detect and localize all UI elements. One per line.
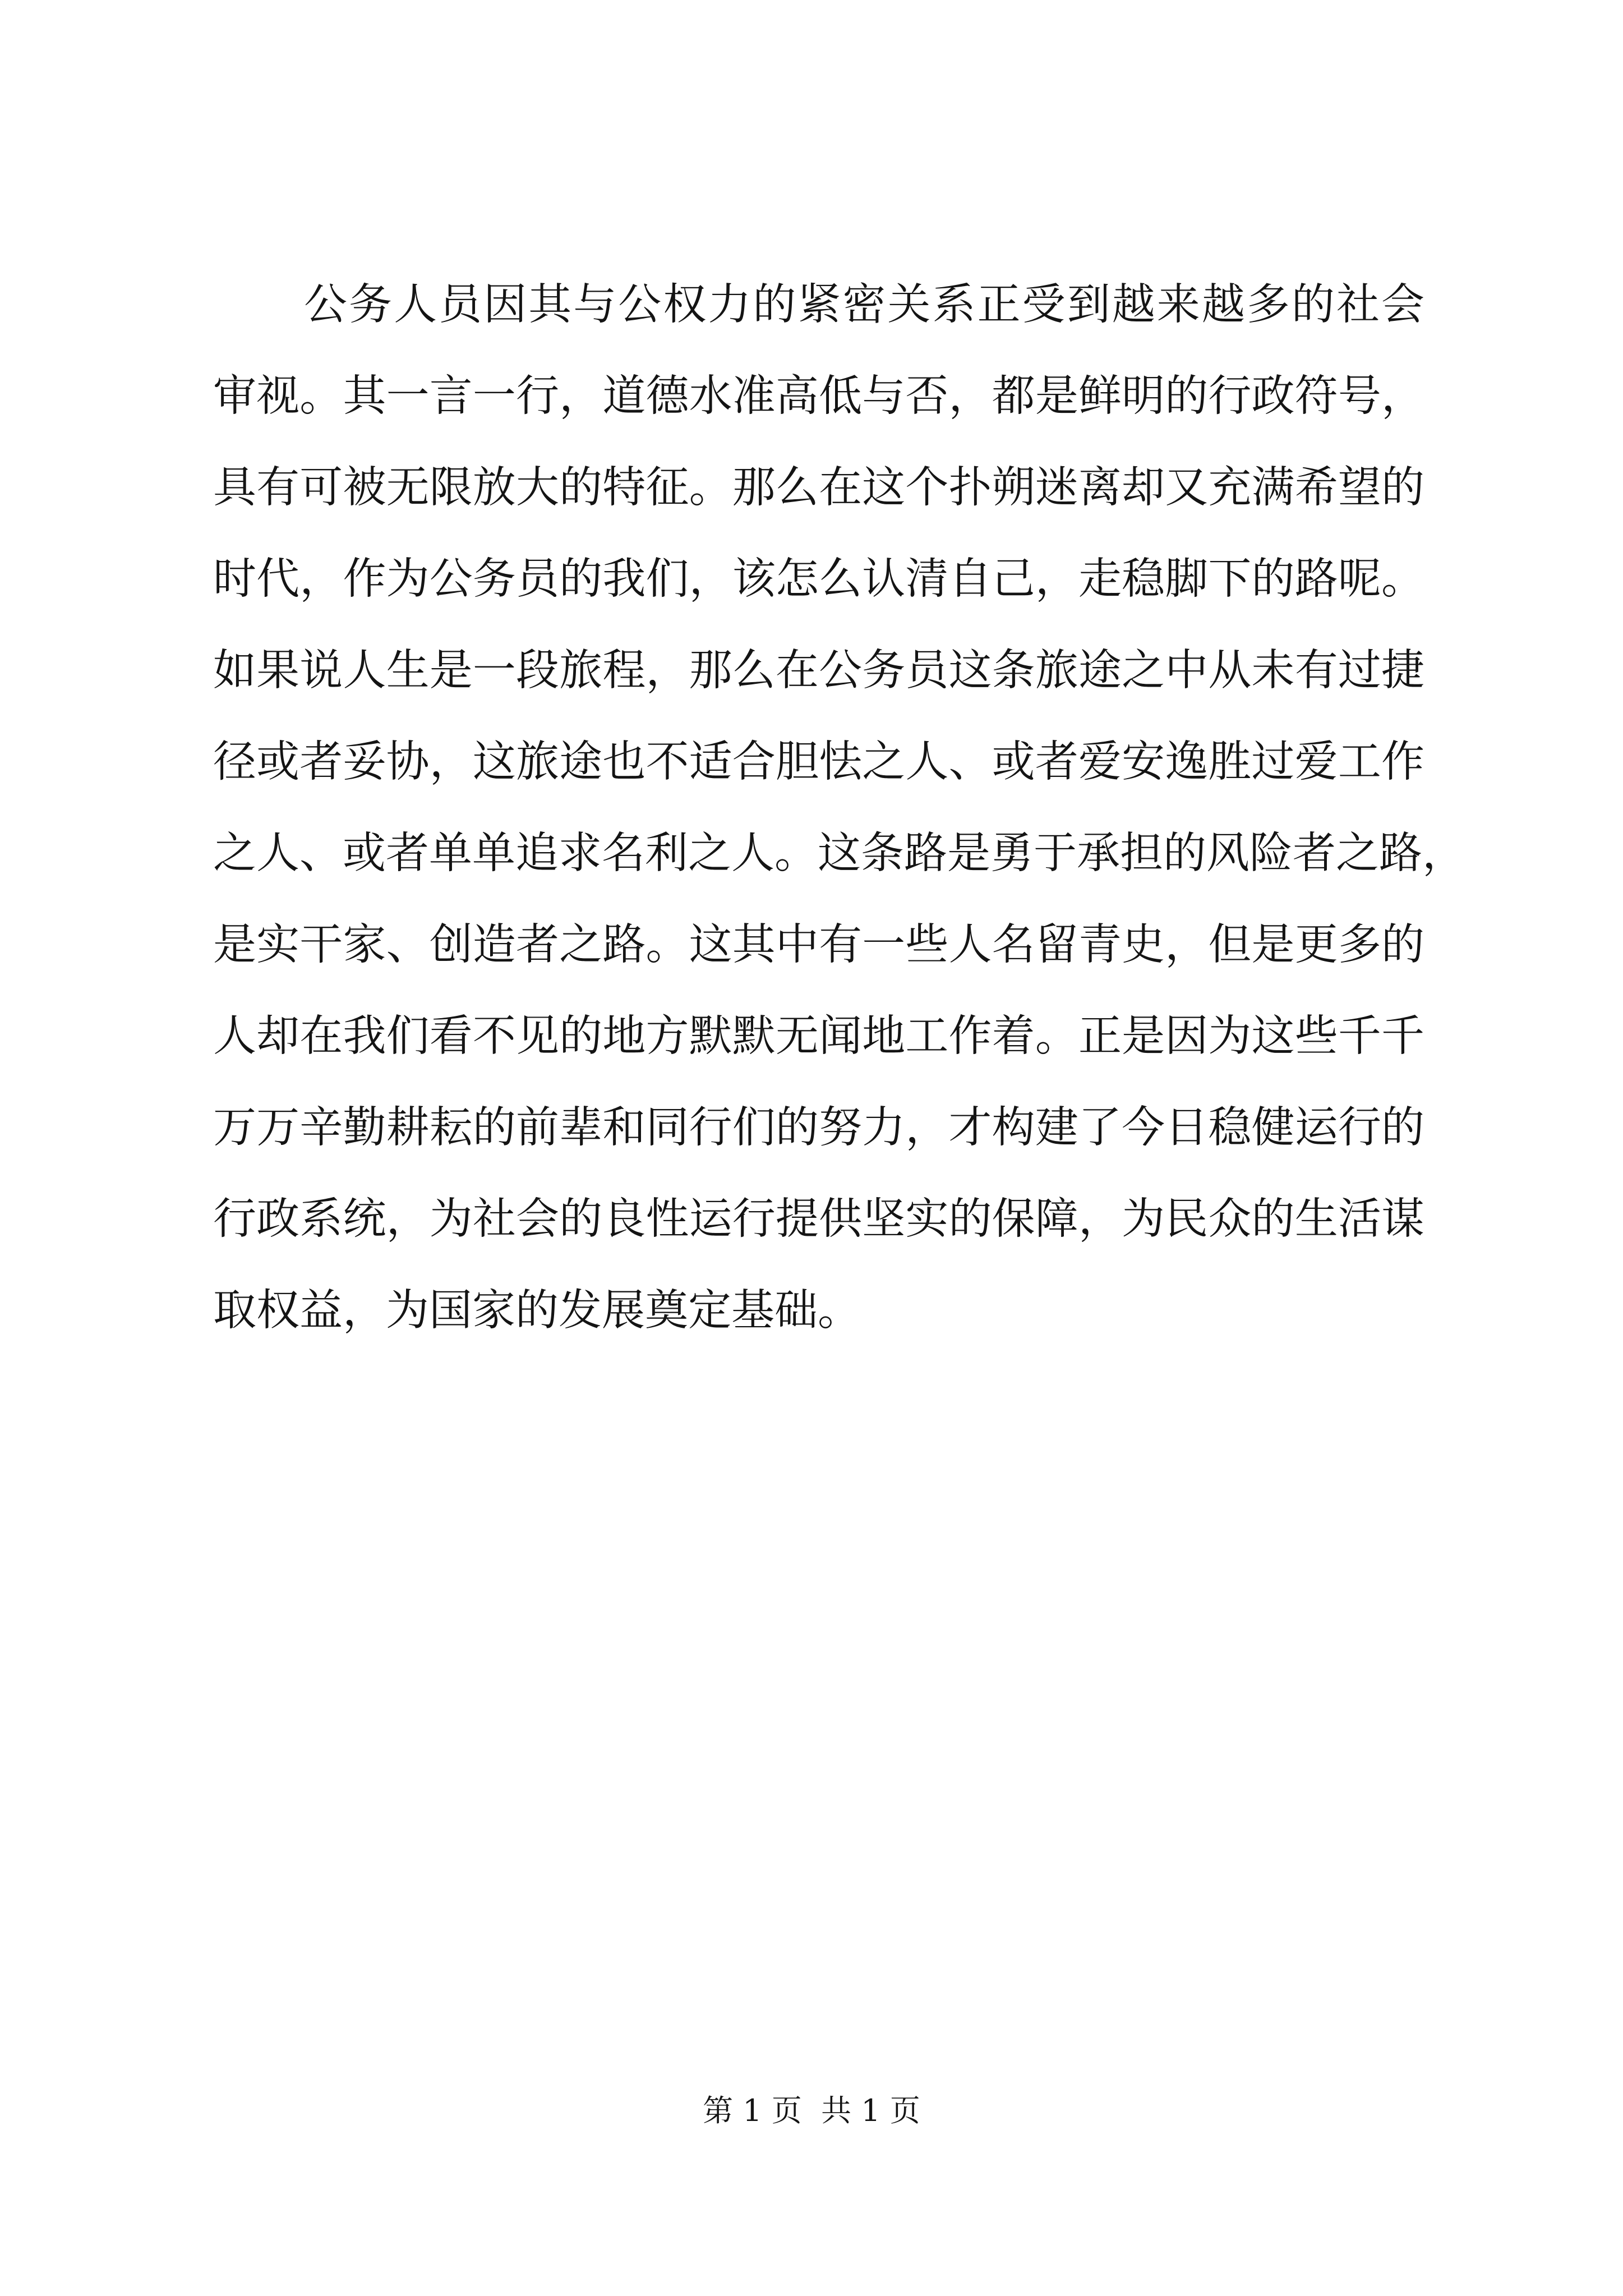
paragraph-line: 如果说人生是一段旅程，那么在公务员这条旅途之中从未有过捷 xyxy=(213,646,1424,696)
page-number-footer: 第 1 页 共 1 页 xyxy=(703,2093,920,2128)
paragraph-line: 是实干家、创造者之路。这其中有一些人名留青史，但是更多的 xyxy=(213,920,1424,970)
paragraph-line: 万万辛勤耕耘的前辈和同行们的努力，才构建了今日稳健运行的 xyxy=(213,1103,1424,1153)
paragraph-line: 行政系统，为社会的良性运行提供坚实的保障，为民众的生活谋 xyxy=(213,1194,1424,1244)
paragraph-line: 审视。其一言一行，道德水准高低与否，都是鲜明的行政符号， xyxy=(213,371,1424,421)
paragraph-line: 径或者妥协，这旅途也不适合胆怯之人、或者爱安逸胜过爱工作 xyxy=(213,737,1424,787)
paragraph-line: 之人、或者单单追求名利之人。这条路是勇于承担的风险者之路， xyxy=(213,829,1465,878)
paragraph-line: 取权益，为国家的发展奠定基础。 xyxy=(213,1286,861,1336)
paragraph-line: 时代，作为公务员的我们，该怎么认清自己，走稳脚下的路呢。 xyxy=(213,554,1424,604)
paragraph-line: 人却在我们看不见的地方默默无闻地工作着。正是因为这些千千 xyxy=(213,1011,1424,1061)
paragraph-line: 具有可被无限放大的特征。那么在这个扑朔迷离却又充满希望的 xyxy=(213,463,1424,513)
paragraph-line: 公务人员因其与公权力的紧密关系正受到越来越多的社会 xyxy=(304,280,1424,330)
body-paragraph xyxy=(213,259,1465,1356)
